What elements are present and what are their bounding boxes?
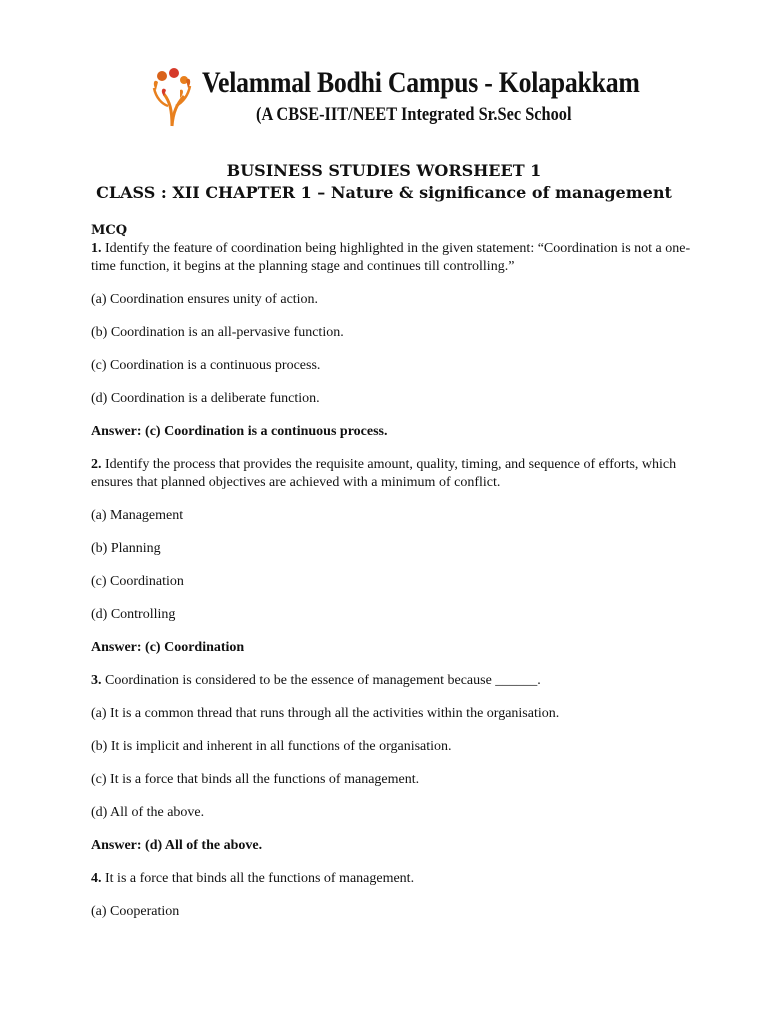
question-body: Coordination is considered to be the essence of management because ______. xyxy=(101,673,541,688)
question-body: Identify the process that provides the requisite amount, quality, timing, and sequence of efforts, which ensures that planned objectives are achieved with a minimum of conflict. xyxy=(91,457,677,490)
option-a: (a) Cooperation xyxy=(91,904,180,919)
question-4 xyxy=(91,870,691,921)
question-1 xyxy=(91,240,691,441)
option-b: (b) It is implicit and inherent in all functions of the organisation. xyxy=(91,739,452,754)
question-text xyxy=(91,672,691,690)
section-label-mcq: MCQ xyxy=(91,223,128,238)
question-body: Identify the feature of coordination being highlighted in the given statement: “Coordination is not a one-time function, it begins at the planning stage and continues till controlling.” xyxy=(91,241,691,274)
option-a: (a) It is a common thread that runs through all the activities within the organisation. xyxy=(91,706,560,721)
question-number: 3. xyxy=(91,673,102,688)
option-d: (d) Coordination is a deliberate function. xyxy=(91,391,320,406)
question-text xyxy=(91,240,691,276)
question-number: 4. xyxy=(91,871,102,886)
question-2 xyxy=(91,456,691,657)
option-c: (c) Coordination xyxy=(91,574,184,589)
option-b: (b) Coordination is an all-pervasive function. xyxy=(91,325,344,340)
school-header xyxy=(150,64,640,134)
question-text xyxy=(91,456,691,492)
campus-name: Velammal Bodhi Campus - Kolapakkam xyxy=(202,66,640,99)
option-b: (b) Planning xyxy=(91,541,161,556)
option-d: (d) All of the above. xyxy=(91,805,205,820)
answer: Answer: (d) All of the above. xyxy=(91,838,263,853)
question-number: 1. xyxy=(91,241,102,256)
worksheet-title-line2: CLASS : XII CHAPTER 1 – Nature & significance of management xyxy=(96,183,672,202)
question-number: 2. xyxy=(91,457,102,472)
worksheet-title-line1: BUSINESS STUDIES WORSHEET 1 xyxy=(226,161,542,180)
option-a: (a) Management xyxy=(91,508,184,523)
option-c: (c) Coordination is a continuous process. xyxy=(91,358,321,373)
tree-figure-logo-icon xyxy=(150,66,194,128)
question-body: It is a force that binds all the functions of management. xyxy=(101,871,415,886)
campus-subtitle: (A CBSE-IIT/NEET Integrated Sr.Sec School xyxy=(256,104,572,125)
worksheet-title xyxy=(0,160,768,204)
answer: Answer: (c) Coordination is a continuous process. xyxy=(91,424,388,439)
worksheet-content xyxy=(91,222,691,921)
question-text xyxy=(91,870,691,888)
answer: Answer: (c) Coordination xyxy=(91,640,245,655)
option-c: (c) It is a force that binds all the functions of management. xyxy=(91,772,420,787)
question-3 xyxy=(91,672,691,855)
option-d: (d) Controlling xyxy=(91,607,176,622)
option-a: (a) Coordination ensures unity of action. xyxy=(91,292,319,307)
